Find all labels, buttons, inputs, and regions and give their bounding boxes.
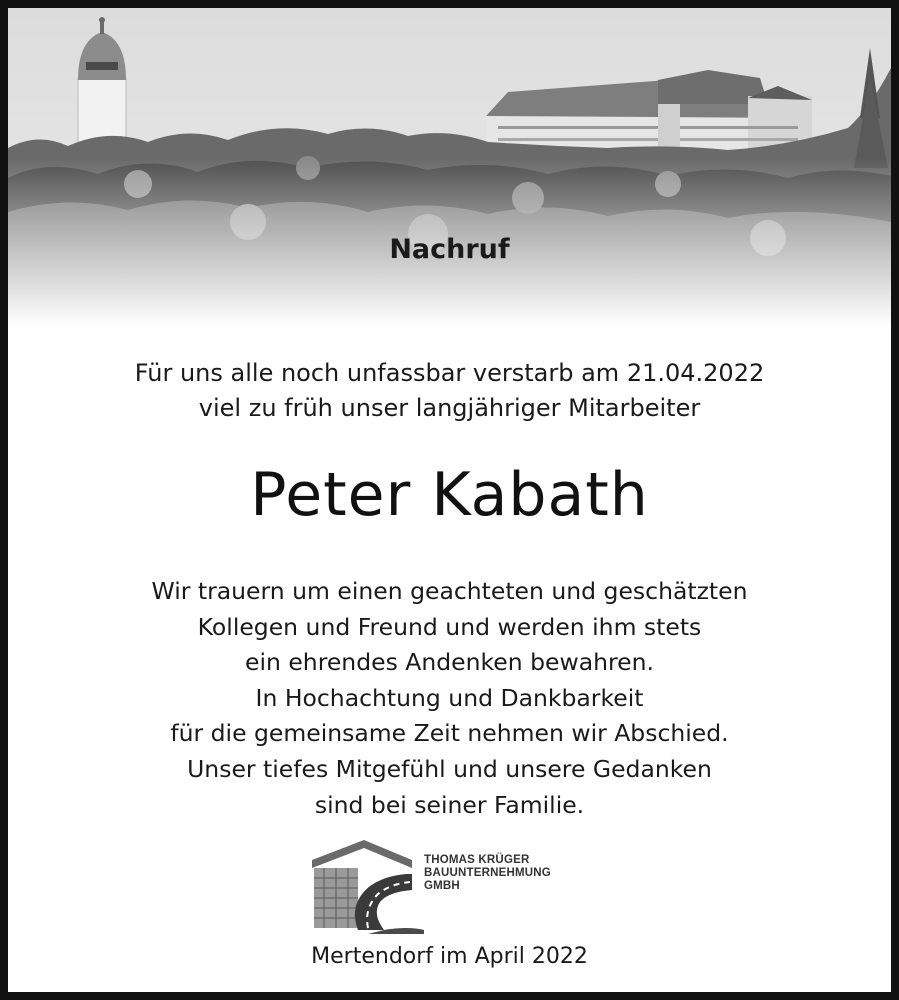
company-logo	[308, 834, 608, 934]
message-line: sind bei seiner Familie.	[314, 790, 585, 819]
message-line: Kollegen und Freund und werden ihm stets	[197, 612, 702, 641]
intro-line: Für uns alle noch unfassbar verstarb am 21.04.2022	[134, 359, 765, 387]
message-line: für die gemeinsame Zeit nehmen wir Abschied.	[170, 719, 729, 748]
deceased-name: Peter Kabath	[250, 460, 649, 530]
intro-line: viel zu früh unser langjähriger Mitarbeiter	[198, 394, 701, 422]
logo-line: THOMAS KRÜGER	[424, 854, 530, 866]
message-line: ein ehrendes Andenken bewahren.	[245, 648, 654, 677]
place-and-date: Mertendorf im April 2022	[311, 944, 588, 969]
message-line: In Hochachtung und Dankbarkeit	[255, 683, 644, 712]
road-logo-icon	[308, 834, 428, 934]
condolence-message	[8, 574, 891, 823]
header-photo-castle-landscape	[8, 8, 891, 326]
logo-line: BAUUNTERNEHMUNG	[424, 867, 551, 879]
company-logo-wordmark	[424, 854, 551, 893]
intro-text	[8, 356, 891, 426]
notice-title: Nachruf	[389, 234, 510, 265]
message-line: Wir trauern um einen geachteten und geschätzten	[151, 577, 748, 605]
logo-line: GMBH	[424, 880, 460, 892]
message-line: Unser tiefes Mitgefühl und unsere Gedanken	[187, 754, 712, 783]
